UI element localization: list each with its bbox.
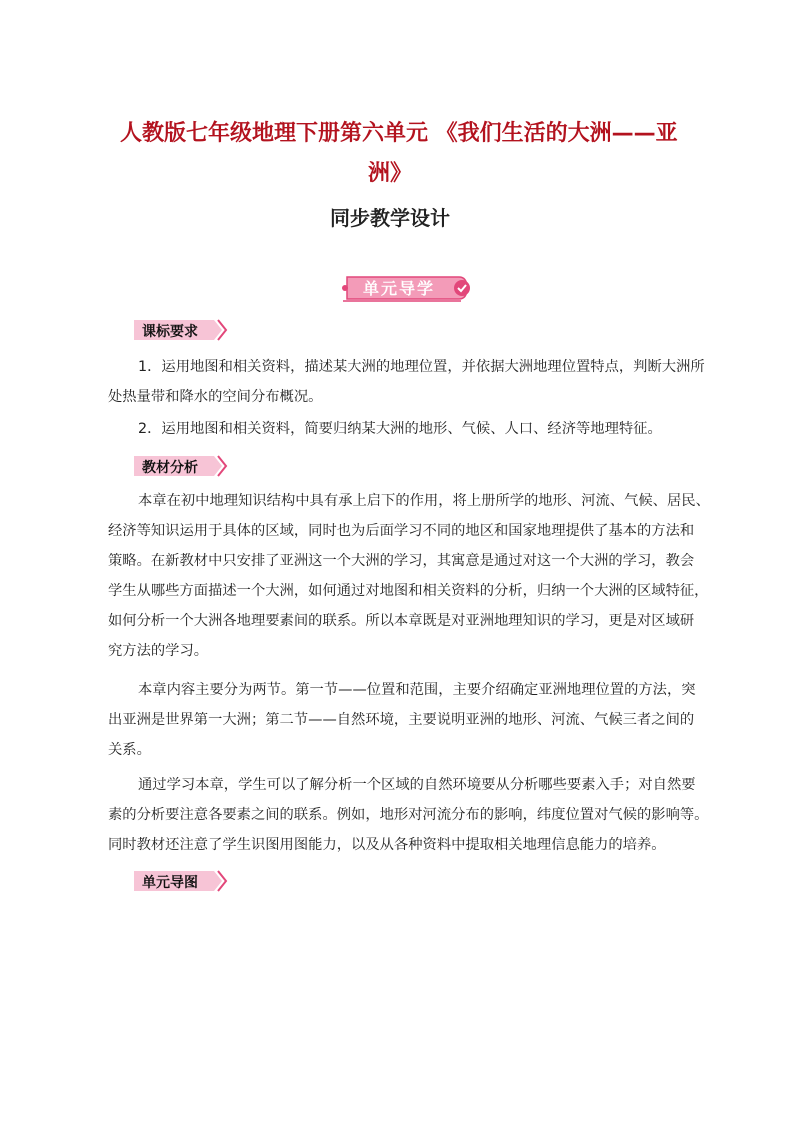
section-tag-analysis	[134, 455, 229, 477]
analysis-paragraph-2: 本章内容主要分为两节。第一节——位置和范围，主要介绍确定亚洲地理位置的方法，突 出亚洲是世界第一大洲；第二节——自然环境，主要说明亚洲的地形、河流、气候三者之间的 关系。	[108, 682, 696, 758]
section-tag-label: 教材分析	[142, 460, 198, 476]
section-tag-label: 单元导图	[142, 875, 198, 891]
curriculum-item-2: 2．运用地图和相关资料，简要归纳某大洲的地形、气候、人口、经济等地理特征。	[138, 421, 662, 437]
analysis-paragraph-3: 通过学习本章，学生可以了解分析一个区域的自然环境要从分析哪些要素入手；对自然要 素的分析要注意各要素之间的联系。例如，地形对河流分布的影响，纬度位置对气候的影响等。 同时教材还注意了学生识图用图能力，以及从各种资料中提取相关地理信息能力的培养。	[108, 777, 709, 853]
analysis-paragraph-1: 本章在初中地理知识结构中具有承上启下的作用，将上册所学的地形、河流、气候、居民、 经济等知识运用于具体的区域，同时也为后面学习不同的地区和国家地理提供了基本的方法和 策略。在新教材中只安排了亚洲这一个大洲的学习，其寓意是通过对这一个大洲的学习，教会 学生从哪些方面描述一个大洲，如何通过对地图和相关资料的分析，归纳一个大洲的区域特征， 如何分析一个大洲各地理要素间的联系。所以本章既是对亚洲地理知识的学习，更是对区域研 究方法的学习。	[108, 493, 710, 659]
check-circle-icon	[453, 279, 471, 297]
unit-banner	[341, 273, 475, 303]
document-title-line-2: 洲》	[367, 161, 412, 186]
curriculum-item-1: 1．运用地图和相关资料，描述某大洲的地理位置，并依据大洲地理位置特点，判断大洲所 处热量带和降水的空间分布概况。	[108, 359, 705, 405]
section-tag-curriculum	[134, 319, 229, 341]
document-title-line-1: 人教版七年级地理下册第六单元 《我们生活的大洲——亚	[120, 121, 678, 146]
document-subtitle: 同步教学设计	[330, 206, 450, 230]
unit-banner-label: 单元导学	[363, 279, 436, 298]
section-tag-label: 课标要求	[142, 324, 198, 340]
section-tag-map	[134, 870, 229, 892]
